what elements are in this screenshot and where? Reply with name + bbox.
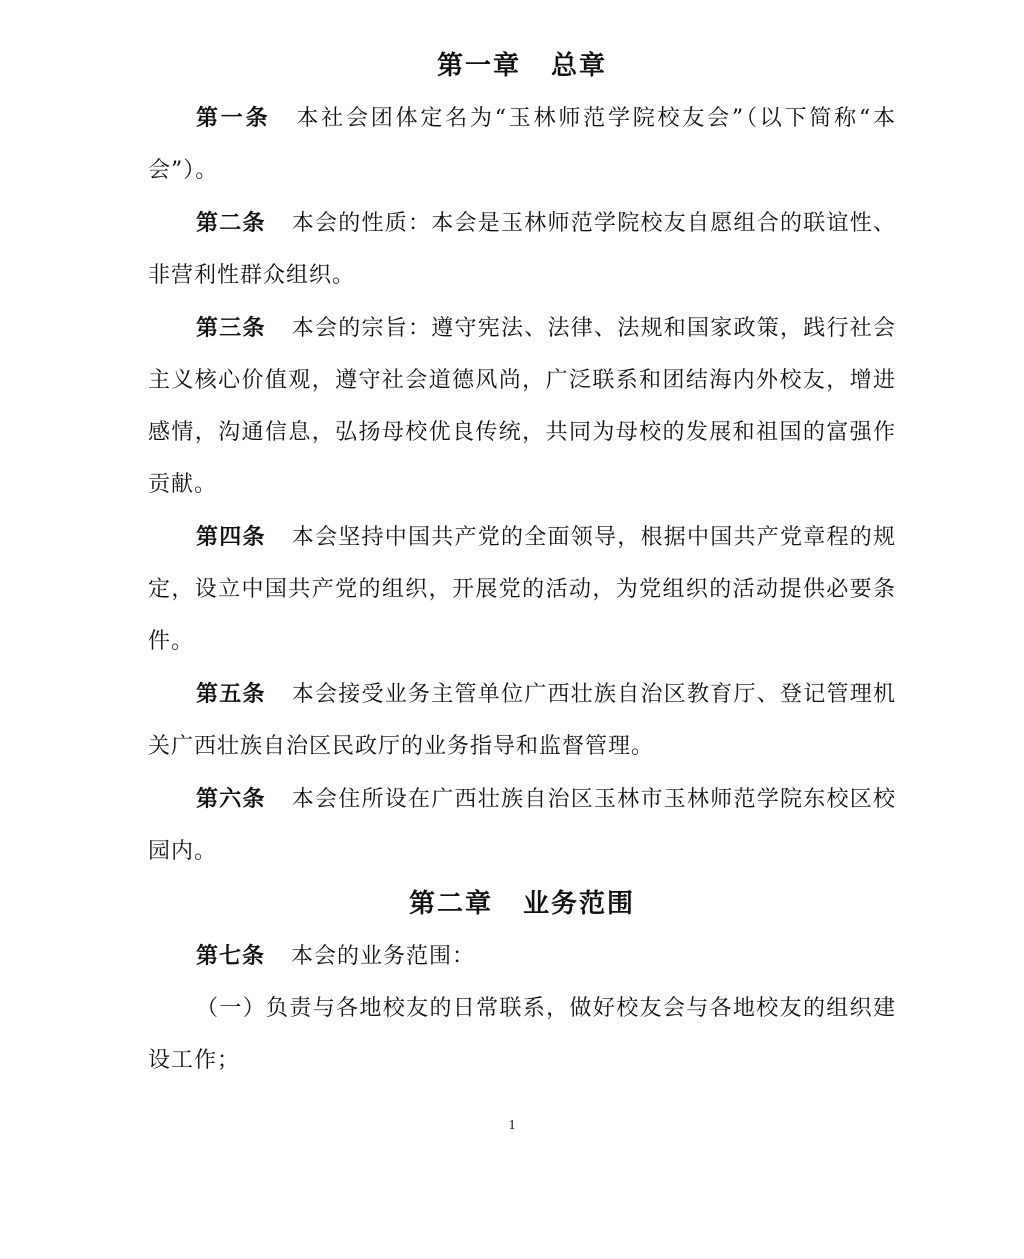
chapter-heading-2 [148,878,896,930]
article-4 [148,511,896,668]
article-label: 第七条 [196,943,266,969]
document-content [148,40,896,1087]
chapter-heading-1 [148,40,896,92]
article-text: 本会的宗旨：遵守宪法、法律、法规和国家政策，践行社会主义核心价值观，遵守社会道德风尚，广泛联系和团结海内外校友，增进感情，沟通信息，弘扬母校优良传统，共同为母校的发展和祖国的富强作贡献。 [148,316,896,497]
article-text: 本社会团体定名为“玉林师范学院校友会”（以下简称“本会”）。 [148,106,896,183]
article-label: 第六条 [196,786,266,812]
chapter-title: 总章 [551,51,608,81]
article-6 [148,773,896,878]
article-label: 第一条 [196,105,271,131]
article-text: 本会接受业务主管单位广西壮族自治区教育厅、登记管理机关广西壮族自治区民政厅的业务指导和监督管理。 [148,682,896,759]
article-7 [148,930,896,983]
article-1 [148,92,896,197]
list-item [148,983,896,1087]
list-item-text: （一）负责与各地校友的日常联系，做好校友会与各地校友的组织建设工作； [148,996,896,1073]
article-2 [148,197,896,302]
article-text: 本会坚持中国共产党的全面领导，根据中国共产党章程的规定，设立中国共产党的组织，开展党的活动，为党组织的活动提供必要条件。 [148,525,896,654]
article-label: 第三条 [196,315,266,341]
article-text: 本会住所设在广西壮族自治区玉林市玉林师范学院东校区校园内。 [148,787,896,864]
article-label: 第五条 [196,681,266,707]
page-number: 1 [508,1118,516,1133]
article-text: 本会的业务范围： [291,944,476,969]
article-label: 第二条 [196,210,266,236]
article-5 [148,668,896,773]
chapter-prefix: 第二章 [408,889,493,919]
article-3 [148,302,896,511]
chapter-title: 业务范围 [523,889,636,919]
chapter-prefix: 第一章 [436,51,521,81]
article-text: 本会的性质：本会是玉林师范学院校友自愿组合的联谊性、非营利性群众组织。 [148,211,896,288]
article-label: 第四条 [196,524,266,550]
